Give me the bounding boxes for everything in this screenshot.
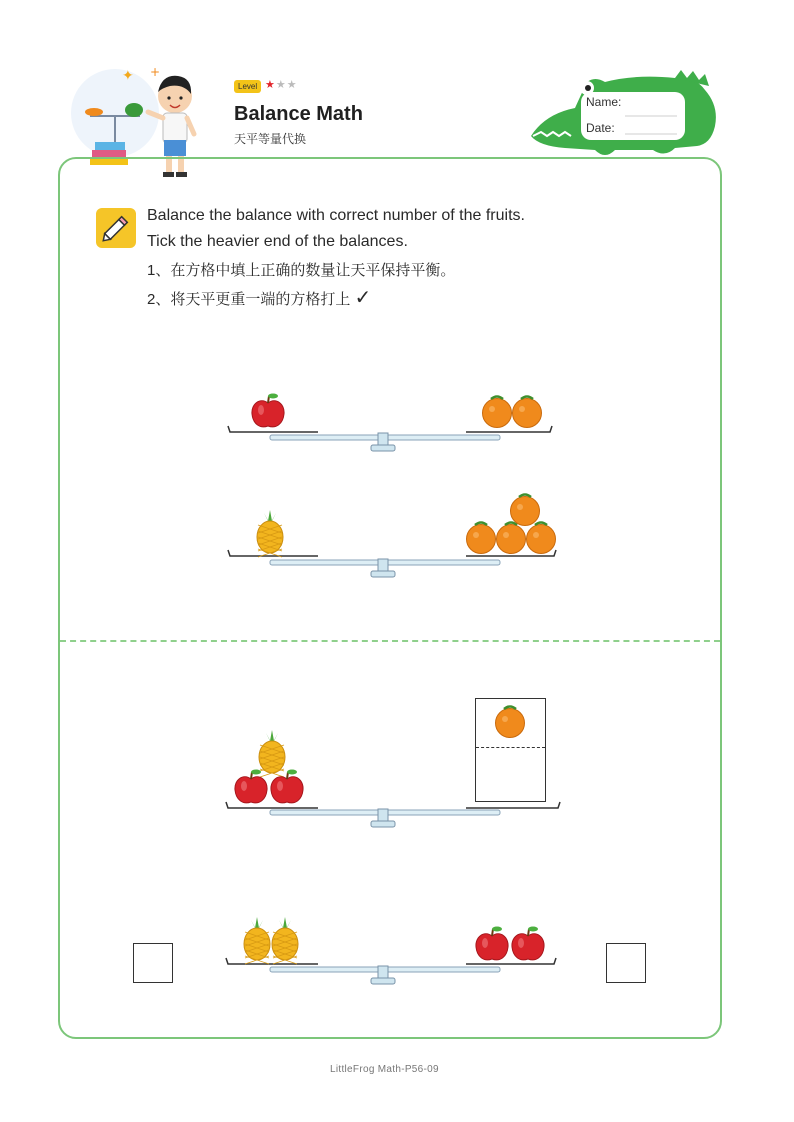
- tick-mark-icon: ✓: [354, 287, 372, 309]
- star-empty-icon: ★: [286, 79, 298, 91]
- svg-text:✦: ✦: [122, 68, 134, 84]
- instruction-line-2: Tick the heavier end of the balances.: [147, 233, 408, 250]
- orange-icon: [467, 523, 496, 554]
- apple-icon: [512, 927, 544, 960]
- orange-icon: [497, 523, 526, 554]
- orange-icon: [513, 397, 542, 428]
- level-badge: Level: [234, 80, 261, 93]
- instruction-line-3: 1、在方格中填上正确的数量让天平保持平衡。: [147, 262, 456, 279]
- date-field-label: Date:: [586, 121, 615, 135]
- page-footer: LittleFrog Math-P56-09: [330, 1064, 439, 1075]
- apple-icon: [476, 927, 508, 960]
- page-subtitle: 天平等量代换: [234, 132, 307, 146]
- instruction-line-4-text: 2、将天平更重一端的方格打上: [147, 291, 351, 308]
- pineapple-icon: [272, 917, 298, 964]
- instruction-line-1: Balance the balance with correct number of the fruits.: [147, 207, 525, 224]
- apple-icon: [235, 770, 267, 803]
- orange-icon: [527, 523, 556, 554]
- apple-icon: [252, 394, 284, 427]
- svg-text:+: +: [150, 65, 161, 79]
- star-empty-icon: ★: [275, 79, 287, 91]
- orange-icon: [483, 397, 512, 428]
- orange-icon: [511, 495, 540, 526]
- pineapple-icon: [257, 510, 283, 557]
- pineapple-icon: [259, 730, 285, 777]
- page-title: Balance Math: [234, 103, 363, 125]
- pineapple-icon: [244, 917, 270, 964]
- name-field-label: Name:: [586, 95, 622, 109]
- star-filled-icon: ★: [265, 79, 276, 91]
- orange-icon: [496, 707, 525, 738]
